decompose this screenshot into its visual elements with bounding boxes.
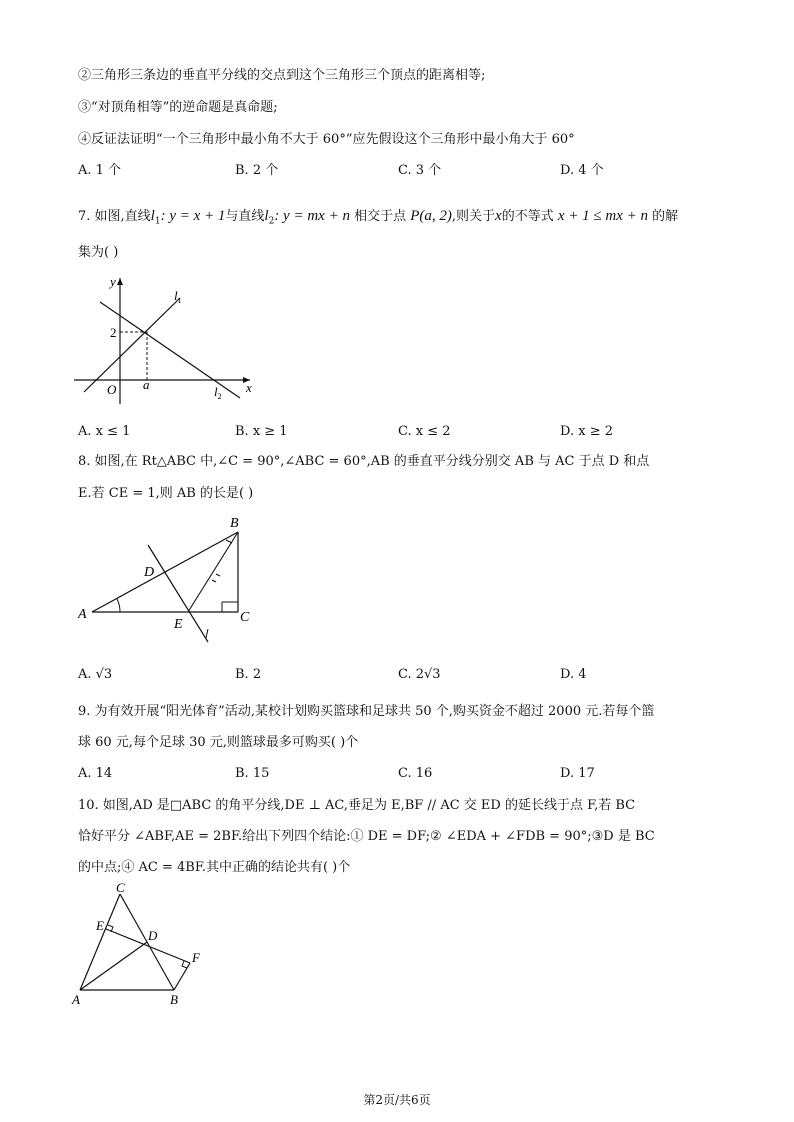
a-label: a — [143, 377, 150, 392]
vertex-a-label: A — [72, 992, 80, 1007]
q9-stem-line2: 球 60 元,每个足球 30 元,则篮球最多可购买( )个 — [78, 735, 359, 750]
q8-option-a: A. √3 — [78, 667, 113, 682]
q7-stem-line2: 集为( ) — [78, 245, 119, 260]
q7-stem-line1 — [78, 207, 678, 231]
segment-bf — [174, 963, 190, 990]
q7-l2-sub: 2 — [268, 216, 275, 227]
q7-text-f: 的解 — [652, 209, 679, 224]
vertex-a-label: A — [78, 607, 87, 622]
l1-label: $l_1$ — [174, 288, 182, 305]
vertex-c-label: C — [240, 610, 250, 625]
statement-2: ②三角形三条边的垂直平分线的交点到这个三角形三个顶点的距离相等; — [78, 68, 486, 83]
vertex-c-label: C — [116, 880, 125, 895]
l2-label: $l_2$ — [214, 384, 222, 401]
q10-stem-line2: 恰好平分 ∠ABF,AE = 2BF.给出下列四个结论:① DE = DF;② ∠EDA + ∠FDB = 90°;③D 是 BC — [78, 829, 655, 844]
q8-option-b: B. 2 — [235, 667, 262, 682]
q8-stem-line2: E.若 CE = 1,则 AB 的长是( ) — [78, 486, 254, 501]
q7-l1-sub: 1 — [154, 216, 161, 227]
q7-text-b: 与直线 — [225, 209, 265, 224]
q9-stem-line1: 9. 为有效开展“阳光体育”活动,某校计划购买篮球和足球共 50 个,购买资金不超过 2000 元.若每个篮 — [78, 704, 655, 719]
q9-option-a: A. 14 — [78, 766, 113, 781]
q7-option-c: C. x ≤ 2 — [398, 424, 451, 439]
extension-stub — [206, 629, 208, 638]
q7-eq2: : y = mx + n — [274, 208, 350, 224]
q9-option-d: D. 17 — [560, 766, 595, 781]
q7-option-d: D. x ≥ 2 — [560, 424, 613, 439]
q6-option-c: C. 3 个 — [398, 163, 442, 178]
point-f-label: F — [192, 950, 200, 965]
point-d-label: D — [148, 928, 158, 943]
q7-graph-figure — [70, 272, 270, 407]
q6-option-d: D. 4 个 — [560, 163, 604, 178]
y-axis-arrow — [117, 278, 123, 285]
point-d-label: D — [144, 565, 155, 580]
two-label: 2 — [110, 325, 117, 340]
q7-text-d: ,则关于 — [451, 209, 496, 224]
statement-4: ④反证法证明“一个三角形中最小角不大于 60°”应先假设这个三角形中最小角大于 60° — [78, 132, 575, 147]
q6-option-b: B. 2 个 — [235, 163, 279, 178]
q6-option-a: A. 1 个 — [78, 163, 122, 178]
tick-mark-2 — [216, 574, 220, 576]
q8-option-d: D. 4 — [560, 667, 587, 682]
q9-option-b: B. 15 — [235, 766, 270, 781]
q10-stem-line1: 10. 如图,AD 是□ABC 的角平分线,DE ⊥ AC,垂足为 E,BF // AC 交 ED 的延长线于点 F,若 BC — [78, 798, 636, 813]
angle-a-arc — [117, 599, 120, 612]
q7-inequality: x + 1 ≤ mx + n — [557, 208, 648, 224]
vertex-b-label: B — [230, 516, 239, 531]
q7-text-e: 的不等式 — [501, 209, 554, 224]
q8-stem-line1: 8. 如图,在 Rt△ABC 中,∠C = 90°,∠ABC = 60°,AB 的垂直平分线分别交 AB 与 AC 于点 D 和点 — [78, 454, 650, 469]
q8-triangle-figure — [70, 510, 270, 655]
line-l1 — [84, 298, 180, 392]
point-e-label: E — [96, 918, 104, 933]
segment-be — [188, 532, 238, 612]
q7-option-b: B. x ≥ 1 — [235, 424, 288, 439]
q7-var: x — [495, 208, 502, 224]
q7-point: P(a, 2) — [410, 208, 452, 224]
q7-eq1: : y = x + 1 — [160, 208, 226, 224]
q8-option-c: C. 2√3 — [398, 667, 441, 682]
x-label: x — [246, 380, 252, 395]
q7-text-c: 相交于点 — [354, 209, 407, 224]
y-label: y — [110, 274, 116, 289]
q9-option-c: C. 16 — [398, 766, 433, 781]
vertex-b-label: B — [170, 992, 178, 1007]
q7-option-a: A. x ≤ 1 — [78, 424, 131, 439]
q10-stem-line3: 的中点;④ AC = 4BF.其中正确的结论共有( )个 — [78, 860, 351, 875]
line-l2 — [100, 302, 240, 398]
q7-text-a: 7. 如图,直线 — [78, 209, 151, 224]
tick-mark-1 — [212, 580, 216, 582]
q7-l2: l — [264, 208, 269, 224]
q7-l1: l — [150, 208, 155, 224]
statement-3: ③“对顶角相等”的逆命题是真命题; — [78, 100, 278, 115]
point-e-label: E — [174, 617, 183, 632]
q10-triangle-figure — [68, 880, 218, 1010]
page-footer: 第2页/共6页 — [363, 1093, 431, 1107]
origin-label: O — [107, 382, 117, 397]
tick-mark-3 — [226, 540, 232, 543]
